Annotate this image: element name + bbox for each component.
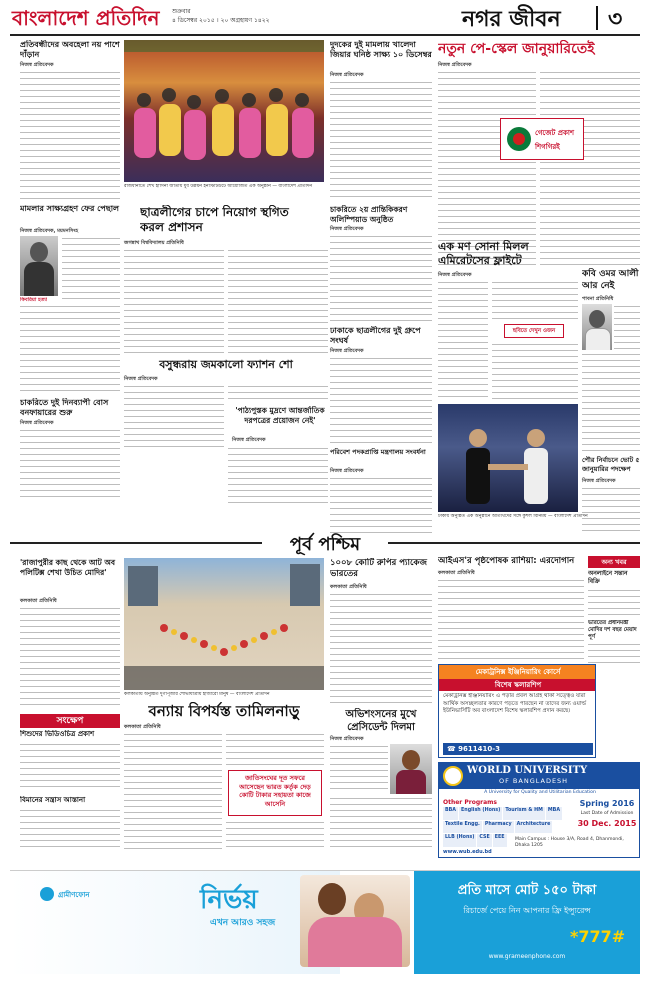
weekday: শুক্রবার [172,8,191,15]
story-body [20,606,120,710]
wub-deadline: 30 Dec. 2015 [577,819,637,828]
byline: কলকাতা প্রতিনিধি [438,570,475,576]
byline: কলকাতা প্রতিনিধি [330,584,367,590]
gazette-logo [507,127,531,151]
story-body [124,732,222,852]
story-body [588,642,640,664]
byline: নিজস্ব প্রতিবেদক [330,72,364,78]
section-title: নগর জীবন [462,6,561,32]
top-photo-caption: রাজধানীতে শেখ হাসিনা জাতীয় যুব উন্নয়ন ইনস্টিটিউটে আয়োজিত এক অনুষ্ঠান — বাংলাদেশ প্রতিদিন [124,184,313,189]
gp-offer-top: প্রতি মাসে মোট ১৫০ টাকা [457,883,597,898]
headline-package: ১০০৮ কোটি রুপির প্যাকেজ ভারতের [330,558,427,579]
gp-offer-mid: রিচার্জে পেয়ে নিন আপনার ফ্রি ইন্স্যুরেন্স [463,906,591,915]
wub-program: English (Hons) [459,807,502,820]
parade-photo-caption: কলকাতায় অনুষ্ঠিত দুর্গাপূজার শোভাযাত্রায় হাজারো মানুষ — বাংলাদেশ প্রতিদিন [124,692,270,697]
gp-sub: এখন আরও সহজ [210,918,276,928]
byline: নিজস্ব প্রতিবেদক [582,478,616,484]
story-body [20,428,120,498]
headline-environment: পরিবেশ পদকপ্রাপ্তি মন্ত্রণালয় সংবর্ধনা [330,448,426,456]
banner-rule-left [10,542,262,544]
wub-program: Textile Engg. [443,821,482,834]
wub-website[interactable]: www.wub.edu.bd [443,849,492,855]
ad-mech-subtitle: বিশেষ স্কলারশিপ [439,679,596,691]
story-body [438,280,488,400]
byline: নিজস্ব প্রতিবেদক [330,226,364,232]
story-body [62,236,120,302]
wub-program: CSE [477,834,491,847]
phone-icon: ☎ [447,745,459,753]
headline-rajapur: 'রাজাপুরীর কাছ থেকে আট অব পলিটিক্স শেখা উচিত মোদির' [20,558,116,577]
headline-duduk: দুদকের দুই মামলায় খালেদা জিয়ার ঘনিষ্ঠ সাক্ষ্য ১০ ডিসেম্বর [330,40,432,59]
byline: নিজস্ব প্রতিবেদক [124,376,158,382]
wub-header [439,763,640,789]
masthead [0,0,650,34]
headline-modi: ভারতের প্রধানমন্ত্রী মোদির দশ বছর মেয়াদ পূর্ণ [588,620,637,640]
wub-program: LLB (Hons) [443,834,476,847]
headline-online-sale: অনলাইনে সন্তান বিক্রি [588,570,628,585]
wub-admission-sub: Last Date of Admission [580,811,634,816]
gazette-label: গেজেট প্রকাশ [535,129,575,137]
byline: নিজস্ব প্রতিবেদক [20,420,54,426]
story-body [330,356,432,446]
story-body [228,248,328,354]
story-body [228,446,328,506]
headline-textbook: 'পাঠ্যপুস্তক মুদ্রণে আন্তর্জাতিক দরপত্রের প্রয়োজন নেই' [235,406,325,425]
headline-payscale: নতুন পে-স্কেল জানুয়ারিতেই [438,41,595,57]
wub-name: WORLD UNIVERSITY [467,765,588,776]
wub-programs-label: Other Programs [443,799,497,806]
byline: কলকাতা প্রতিনিধি [20,598,57,604]
portrait-kibria [20,236,58,296]
story-body [20,808,120,852]
story-body [20,304,120,394]
gold-tag: ছবিতে দেখুন ওজন [504,324,564,338]
issue-date: ৪ ডিসেম্বর ২০১৫ । ২০ অগ্রহায়ণ ১৪২২ [172,17,270,24]
ad-mech-title: মেকাট্রনিক্স ইঞ্জিনিয়ারিং কোর্সে [439,665,596,679]
crowd-illustration [124,40,324,182]
gp-mother-child-photo [300,875,410,967]
page-number: ৩ [608,7,623,32]
ad-world-university[interactable] [438,762,640,858]
headline-bonfire: চাকরিতে দুই দিনব্যাপী বোস বনফায়ারের শুরু [20,398,109,417]
wub-program: Pharmacy [483,821,514,834]
gp-code: *777# [570,927,626,946]
page-divider [596,6,598,30]
story-body [492,342,578,402]
headline-poet: কবি ওমর আলী আর নেই [582,269,639,291]
anya-khobor-header: অন্য খবর [588,556,640,568]
story-body [124,384,224,450]
ad-mech-body: মেকাট্রনিক্স ইঞ্জিনিয়ারিং এ পড়ার প্রবল আগ্রহ থাকা সত্ত্বেও যারা আর্থিক অসচ্ছলতার কারণে পড়তে পারছেন না তাদের জন্য ওয়ার্ল্ড ইউনিভার্সিটি অব বাংলাদেশ বিশেষ স্কলারশিপ প্রদান করছে। [443,693,587,714]
wub-program: BBA [443,807,458,820]
headline-flood: বন্যায় বিপর্যস্ত তামিলনাড়ু [148,702,300,720]
headline-mayor: পৌর নির্বাচনে ভোট ৫ জানুয়ারির পদক্ষেপ [582,456,640,473]
headline-army: বিমানের সন্ত্রাস আস্তানা [20,796,86,804]
byline: নিজস্ব প্রতিবেদক [232,437,266,443]
headline-fashion-show: বসুন্ধরায় জমকালো ফ্যাশন শো [159,358,293,371]
headline-dilma: অভিশংসনের মুখে প্রেসিডেন্ট দিলমা [345,709,417,733]
masthead-rule [10,34,640,36]
newspaper-logo: বাংলাদেশ প্রতিদিন [12,6,160,30]
story-body [582,352,640,452]
wub-program: MBA [546,807,562,820]
wub-tagline: A University for Quality and Utilitarian Education [484,790,596,795]
parade-illustration [124,558,324,690]
headline-olympiad: চাকরিতে ২য় প্রান্তিকিকরণ অলিম্পিয়াড অনুষ্ঠিত [330,205,408,224]
story-body [330,234,432,324]
gp-website[interactable]: www.grameenphone.com [488,953,566,960]
story-body [330,476,432,538]
wub-program: Architecture [515,821,553,834]
headline-video: শিশুদের ভিডিওচিত্র প্রকাশ [20,730,95,738]
byline: নিজস্ব প্রতিবেদক [20,62,54,68]
portrait-poet [582,304,612,350]
gp-left-panel [10,871,340,974]
handshake-illustration [438,404,578,512]
wub-admission: Spring 2016 [579,799,635,808]
ad-mech-phone [443,743,593,755]
story-body [226,820,324,852]
dilma-photo [390,744,432,794]
ad-grameenphone[interactable] [10,870,640,974]
gazette-sub: শিগগিরই [535,143,560,151]
byline: কলকাতা প্রতিনিধি [124,724,161,730]
byline: পাবনা প্রতিনিধি [582,296,614,302]
gp-brand: গ্রামীণফোন [58,891,90,899]
byline: নিজস্ব প্রতিবেদক [438,62,472,68]
headline-is-russia: আইএস'র পৃষ্ঠপোষক রাশিয়া: এরদোগান [438,556,575,566]
story-body [492,280,578,320]
byline: নিজস্ব প্রতিবেদক [330,468,364,474]
wub-campus: Main Campus : House 3/A, Road 4, Dhanmondi, Dhaka 1205 [515,837,624,848]
headline-disabled: প্রতিবন্ধীদের অবহেলা নয় পাশে দাঁড়ান [20,40,120,59]
story-body [330,592,432,704]
byline: নিজস্ব প্রতিবেদক [330,736,364,742]
gazette-box [500,118,584,160]
banner-rule-right [388,542,640,544]
wub-logo-icon [443,766,463,786]
story-body [124,248,224,354]
story-body [582,486,640,534]
portrait-caption: কিবরিয়া হত্যা [20,297,48,303]
story-body [330,80,432,200]
headline-dhaka-clash: ঢাকাকে ছাত্রলীগের দুই গ্রুপে সংঘর্ষ [330,326,421,345]
byline: জগন্নাথ বিশ্ববিদ্যালয় প্রতিনিধি [124,240,184,246]
headline-witness: মামলার সাক্ষ্যগ্রহণ ফের পেছাল [20,204,119,213]
story-body [20,742,120,792]
award-photo-caption: ঢাকায় অনুষ্ঠিত এক অনুষ্ঠানে অতিথিদের সঙ্গে কুশল বিনিময় — বাংলাদেশ প্রতিদিন [438,514,588,519]
story-body [588,588,640,618]
headline-chhatraleague: ছাত্রলীগের চাপে নিয়োগ স্থগিত করল প্রশাসন [140,205,289,234]
parade-photo [124,558,324,690]
byline: নিজস্ব প্রতিবেদক [438,272,472,278]
top-photo [124,40,324,182]
pull-quote: জাতিসংঘের দূত সফরে আসেছেন ভারত কর্তৃক দেড় কোটি টাকার সহায়তা কাজে আসেনি [228,770,322,816]
award-photo [438,404,578,512]
story-body [438,578,584,664]
story-body [330,796,432,852]
gp-logo-icon [40,887,54,901]
byline: নিজস্ব প্রতিবেদক [330,348,364,354]
wub-program: EEE [493,834,507,847]
ad-mech-phone-number: 9611410-3 [458,745,501,753]
gp-headline: নির্ভয় [200,885,258,915]
byline: নিজস্ব প্রতিবেদক, ময়মনসিংহ [20,228,79,234]
headline-gold: এক মণ সোনা মিলল এমিরেটসের ফ্লাইটে [438,240,529,267]
story-body [330,744,388,794]
section-banner: পূর্ব পশ্চিম [289,534,361,555]
wub-name-2: OF BANGLADESH [499,777,569,785]
story-body [20,70,120,200]
ad-mechatronics[interactable] [438,664,596,758]
story-body [226,732,324,768]
story-body [228,384,328,404]
sangkhep-header: সংক্ষেপ [20,714,120,728]
story-body [614,304,640,350]
wub-program: Tourism & HM [503,807,545,820]
